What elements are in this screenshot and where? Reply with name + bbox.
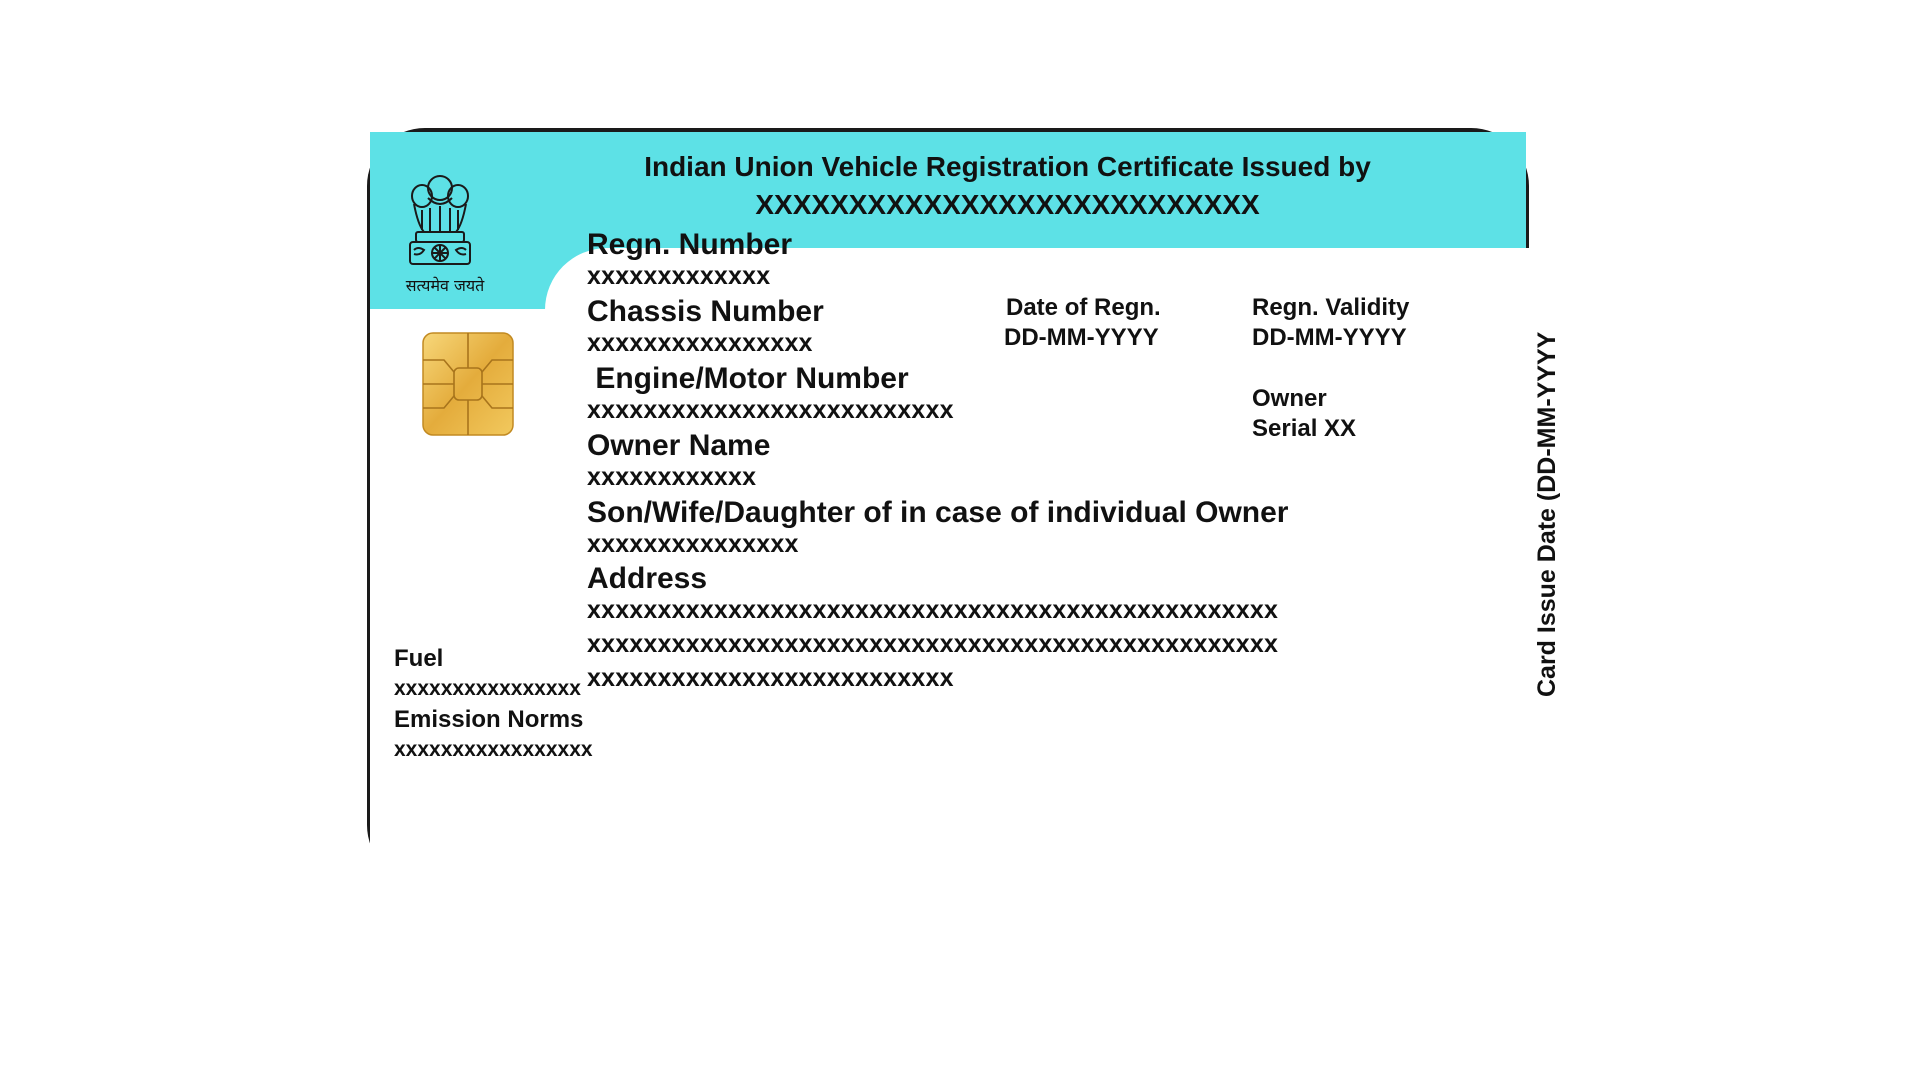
- smart-chip-icon: [422, 332, 514, 436]
- fuel-label: Fuel: [394, 645, 444, 672]
- chassis-number-value: xxxxxxxxxxxxxxxx: [587, 329, 813, 357]
- date-of-regn-label: Date of Regn.: [1006, 294, 1161, 321]
- relation-label: Son/Wife/Daughter of in case of individual Owner: [587, 496, 1289, 529]
- address-line-3: xxxxxxxxxxxxxxxxxxxxxxxxxx: [587, 664, 954, 692]
- emission-norms-label: Emission Norms: [394, 706, 584, 733]
- regn-validity-value: DD-MM-YYYY: [1252, 324, 1407, 351]
- ashoka-emblem-icon: [400, 170, 480, 280]
- regn-number-value: xxxxxxxxxxxxx: [587, 262, 771, 290]
- fuel-value: xxxxxxxxxxxxxxxx: [394, 677, 581, 700]
- chassis-number-label: Chassis Number: [587, 295, 824, 328]
- card-title: Indian Union Vehicle Registration Certificate Issued by: [644, 151, 1371, 182]
- address-line-2: xxxxxxxxxxxxxxxxxxxxxxxxxxxxxxxxxxxxxxxxxxxxxxxxx: [587, 630, 1279, 658]
- engine-number-label: Engine/Motor Number: [587, 362, 909, 395]
- engine-number-value: xxxxxxxxxxxxxxxxxxxxxxxxxx: [587, 396, 954, 424]
- owner-serial-label: Owner: [1252, 385, 1327, 412]
- relation-value: xxxxxxxxxxxxxxx: [587, 530, 799, 558]
- registration-card: [367, 128, 1561, 883]
- card-issue-date: Card Issue Date (DD-MM-YYYY: [1533, 331, 1561, 697]
- owner-name-label: Owner Name: [587, 429, 771, 462]
- date-of-regn-value: DD-MM-YYYY: [1004, 324, 1159, 351]
- address-label: Address: [587, 562, 708, 595]
- regn-number-label: Regn. Number: [587, 228, 793, 261]
- owner-serial-value: Serial XX: [1252, 415, 1357, 442]
- regn-validity-label: Regn. Validity: [1252, 294, 1410, 321]
- owner-name-value: xxxxxxxxxxxx: [587, 463, 757, 491]
- emblem-motto: सत्यमेव जयते: [405, 276, 485, 295]
- card-issuer: XXXXXXXXXXXXXXXXXXXXXXXXXXX: [755, 189, 1260, 220]
- address-line-1: xxxxxxxxxxxxxxxxxxxxxxxxxxxxxxxxxxxxxxxxxxxxxxxxx: [587, 596, 1279, 624]
- emission-norms-value: xxxxxxxxxxxxxxxxx: [394, 738, 593, 761]
